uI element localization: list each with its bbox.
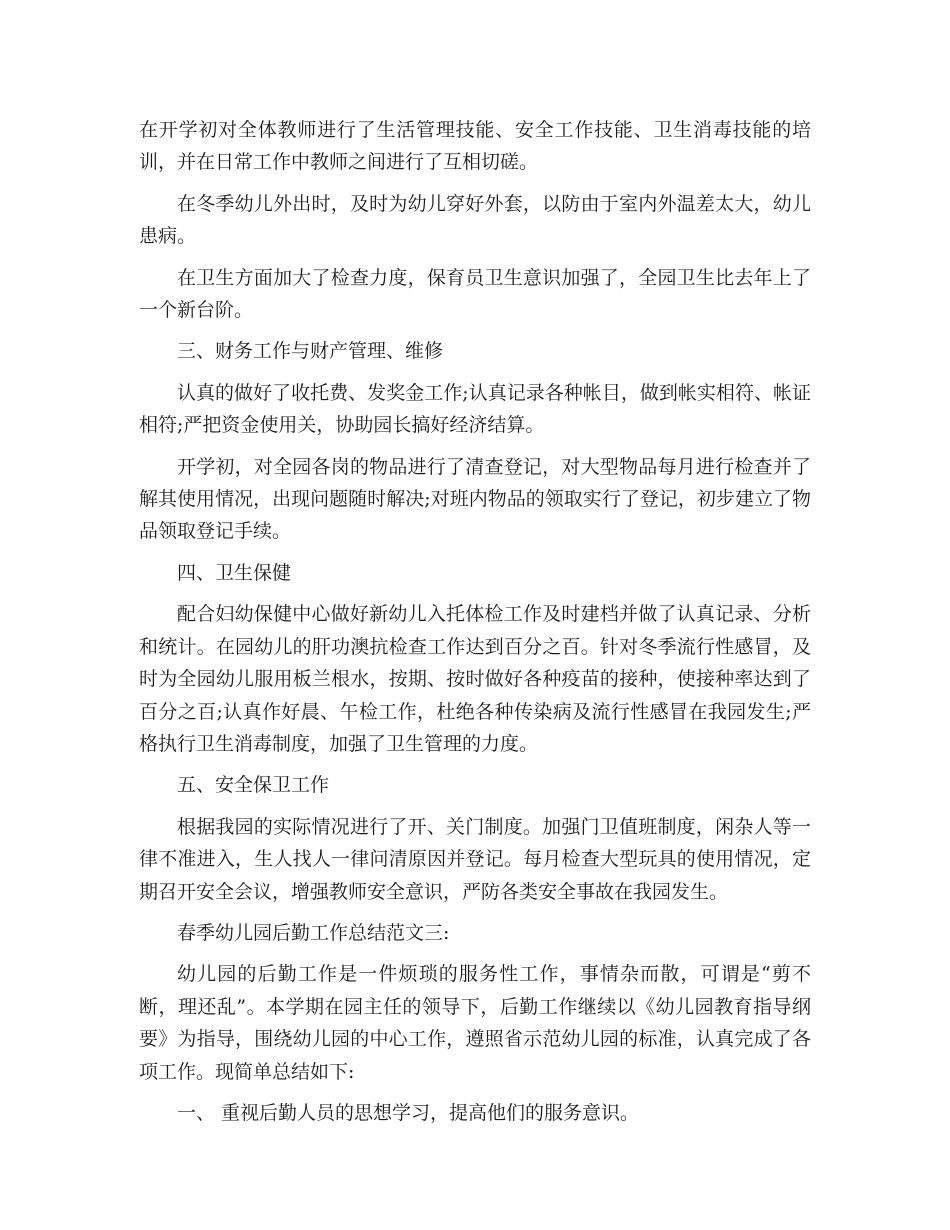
paragraph-health-care: 配合妇幼保健中心做好新幼儿入托体检工作及时建档并做了认真记录、分析和统计。在园幼儿的肝功澳抗检查工作达到百分之百。针对冬季流行性感冒，及时为全园幼儿服用板兰根水，按期、按时做好各种疫苗的接种，使接种率达到了百分之百;认真作好晨、午检工作，杜绝各种传染病及流行性感冒在我园发生;严格执行卫生消毒制度，加强了卫生管理的力度。 [139, 603, 811, 755]
paragraph-logistics-intro: 幼儿园的后勤工作是一件烦琐的服务性工作，事情杂而散，可谓是“剪不断，理还乱”。本学期在园主任的领导下，后勤工作继续以《幼儿园教育指导纲要》为指导，围绕幼儿园的中心工作，遵照省示范幼儿园的标准，认真完成了各项工作。现简单总结如下: [139, 963, 811, 1083]
paragraph-property-check: 开学初，对全园各岗的物品进行了清查登记，对大型物品每月进行检查并了解其使用情况，出现问题随时解决;对班内物品的领取实行了登记，初步建立了物品领取登记手续。 [139, 455, 811, 543]
document-body [139, 114, 811, 1138]
sample-title-three: 春季幼儿园后勤工作总结范文三: [177, 921, 450, 944]
paragraph-security: 根据我园的实际情况进行了开、关门制度。加强门卫值班制度，闲杂人等一律不准进入，生人找人一律问清原因并登记。每月检查大型玩具的使用情况，定期召开安全会议，增强教师安全意识，严防各类安全事故在我园发生。 [139, 815, 811, 903]
paragraph-winter-outdoor: 在冬季幼儿外出时，及时为幼儿穿好外套，以防由于室内外温差太大，幼儿患病。 [139, 192, 811, 248]
paragraph-hygiene-inspection: 在卫生方面加大了检查力度，保育员卫生意识加强了，全园卫生比去年上了一个新台阶。 [139, 266, 811, 322]
paragraph-finance: 认真的做好了收托费、发奖金工作;认真记录各种帐目，做到帐实相符、帐证相符;严把资金使用关，协助园长搞好经济结算。 [139, 381, 811, 437]
paragraph-training: 在开学初对全体教师进行了生活管理技能、安全工作技能、卫生消毒技能的培训，并在日常工作中教师之间进行了互相切磋。 [139, 119, 811, 174]
section-heading-finance: 三、财务工作与财产管理、维修 [177, 340, 444, 363]
section-heading-staff-study: 一、 重视后勤人员的思想学习，提高他们的服务意识。 [177, 1101, 640, 1124]
section-heading-health: 四、卫生保健 [177, 561, 292, 584]
section-heading-security: 五、安全保卫工作 [177, 774, 330, 797]
